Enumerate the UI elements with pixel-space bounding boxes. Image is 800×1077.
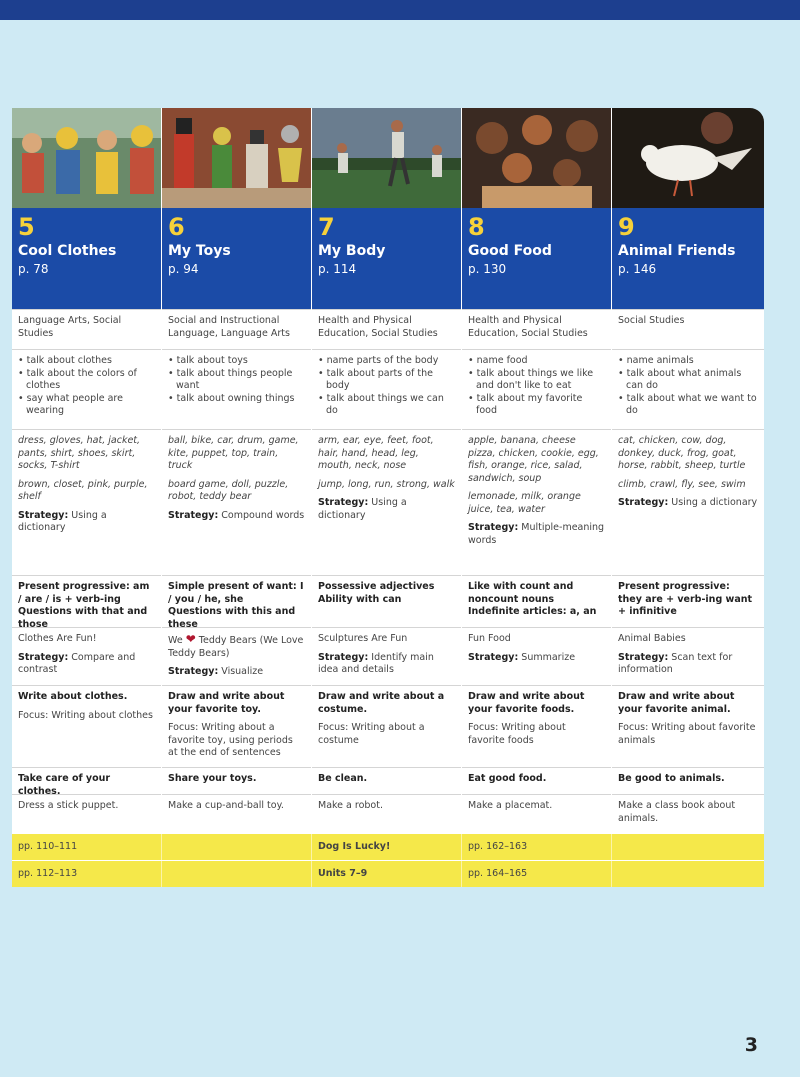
objectives-cell	[462, 349, 611, 429]
unit-columns	[12, 108, 764, 834]
unit-header	[312, 208, 461, 309]
vocabulary-cell	[612, 429, 764, 575]
objective-item: • say what people are wearing	[18, 392, 123, 416]
reading-strategy: Strategy: Compare and contrast	[18, 651, 136, 675]
unit-column	[312, 108, 462, 834]
subject-cell: Social and Instructional Language, Language Arts	[162, 309, 311, 349]
unit-column	[462, 108, 612, 834]
subject-cell: Social Studies	[612, 309, 764, 349]
review-cell	[162, 861, 312, 887]
grammar-line: Present progressive: am / are / is + verb-ing	[18, 581, 150, 605]
vocab-line: jump, long, run, strong, walk	[318, 478, 455, 490]
vocab-line: dress, gloves, hat, jacket, pants, shirt, shoes, skirt, socks, T-shirt	[18, 435, 141, 471]
review-row	[12, 834, 764, 860]
objective-item: • talk about owning things	[168, 392, 295, 404]
unit-number: 7	[318, 213, 335, 241]
vocabulary-cell	[162, 429, 311, 575]
children-eating-photo-icon	[462, 108, 611, 208]
writing-cell	[312, 685, 461, 767]
unit-title: Cool Clothes	[18, 243, 117, 259]
subject-cell: Health and Physical Education, Social Studies	[462, 309, 611, 349]
unit-number: 9	[618, 213, 635, 241]
reading-cell	[12, 627, 161, 685]
subject-cell: Health and Physical Education, Social Studies	[312, 309, 461, 349]
writing-focus: Focus: Writing about clothes	[18, 709, 153, 721]
unit-page: p. 130	[468, 262, 507, 276]
reading-strategy: Strategy: Summarize	[468, 651, 576, 663]
writing-focus: Focus: Writing about favorite foods	[468, 722, 566, 746]
toy-soldiers-photo-icon	[162, 108, 311, 208]
objective-item: • talk about what animals can do	[618, 367, 742, 391]
unit-title: Animal Friends	[618, 243, 736, 259]
unit-page: p. 78	[18, 262, 49, 276]
grammar-cell	[12, 575, 161, 630]
objective-item: • talk about things we can do	[318, 392, 444, 416]
writing-cell	[612, 685, 764, 767]
vocab-strategy: Strategy: Multiple-meaning words	[468, 522, 605, 546]
writing-title: Write about clothes.	[18, 691, 128, 702]
heart-icon: ❤	[185, 632, 196, 646]
grammar-cell	[162, 575, 311, 630]
grammar-line: Questions with this and these	[168, 606, 296, 630]
vocab-strategy: Strategy: Using a dictionary	[318, 497, 407, 521]
grammar-line: Like with count and noncount nouns	[468, 581, 574, 605]
writing-cell	[462, 685, 611, 767]
objective-item: • talk about the colors of clothes	[18, 367, 137, 391]
vocab-line: arm, ear, eye, feet, foot, hair, hand, head, leg, mouth, neck, nose	[318, 435, 434, 471]
grammar-line: Questions with that and those	[18, 606, 148, 630]
unit-photo	[312, 108, 461, 208]
review-cell	[612, 834, 764, 860]
objective-item: • talk about parts of the body	[318, 367, 433, 391]
project-cell: Make a placemat.	[462, 794, 611, 834]
child-with-dove-photo-icon	[612, 108, 764, 208]
grammar-line: Ability with can	[318, 593, 402, 605]
review-cell: Dog Is Lucky!	[312, 834, 462, 860]
writing-title: Draw and write about your favorite toy.	[168, 691, 285, 715]
objective-item: • name food	[468, 355, 528, 366]
review-cell: pp. 164–165	[462, 861, 612, 887]
unit-number: 5	[18, 213, 35, 241]
review-cell: Units 7–9	[312, 861, 462, 887]
objective-item: • talk about things we like and don't like to eat	[468, 367, 594, 391]
objective-item: • talk about what we want to do	[618, 392, 757, 416]
review-cell: pp. 110–111	[12, 834, 162, 860]
project-cell: Dress a stick puppet.	[12, 794, 161, 834]
review-cell	[162, 834, 312, 860]
reading-title: Clothes Are Fun!	[18, 633, 97, 644]
project-cell: Make a cup-and-ball toy.	[162, 794, 311, 834]
vocab-strategy: Strategy: Compound words	[168, 509, 305, 521]
children-photo-icon	[12, 108, 161, 208]
grammar-cell	[462, 575, 611, 627]
reading-strategy: Strategy: Identify main idea and details	[318, 651, 434, 675]
grammar-line: Simple present of want: I / you / he, she	[168, 581, 304, 605]
objective-item: • talk about clothes	[18, 355, 112, 366]
value-cell: Be clean.	[312, 767, 461, 794]
unit-header	[612, 208, 764, 309]
unit-photo	[162, 108, 311, 208]
writing-title: Draw and write about your favorite animal.	[618, 691, 735, 715]
contents-table	[12, 108, 764, 887]
reading-cell	[162, 627, 311, 685]
review-cell: pp. 162–163	[462, 834, 612, 860]
project-cell: Make a robot.	[312, 794, 461, 834]
vocab-line: brown, closet, pink, purple, shelf	[18, 478, 148, 502]
review-cell	[612, 861, 764, 887]
grammar-line: Possessive adjectives	[318, 581, 435, 592]
reading-title: Animal Babies	[618, 633, 686, 644]
value-cell: Be good to animals.	[612, 767, 764, 794]
unit-header	[12, 208, 161, 309]
writing-cell	[162, 685, 311, 767]
vocab-line: ball, bike, car, drum, game, kite, puppet, top, train, truck	[168, 435, 299, 471]
unit-number: 6	[168, 213, 185, 241]
unit-header	[462, 208, 611, 309]
vocabulary-cell	[312, 429, 461, 575]
vocab-line: climb, crawl, fly, see, swim	[618, 478, 746, 490]
objectives-cell	[312, 349, 461, 429]
reading-title: Sculptures Are Fun	[318, 633, 408, 644]
value-cell: Take care of your clothes.	[12, 767, 161, 794]
unit-page: p. 114	[318, 262, 357, 276]
writing-focus: Focus: Writing about favorite animals	[618, 722, 756, 746]
reading-strategy: Strategy: Visualize	[168, 666, 264, 677]
objectives-cell	[12, 349, 161, 429]
vocabulary-cell	[12, 429, 161, 575]
writing-focus: Focus: Writing about a costume	[318, 722, 425, 746]
unit-column	[12, 108, 162, 834]
project-cell: Make a class book about animals.	[612, 794, 764, 834]
value-cell: Eat good food.	[462, 767, 611, 794]
reading-cell	[612, 627, 764, 685]
review-cell: pp. 112–113	[12, 861, 162, 887]
unit-title: Good Food	[468, 243, 552, 259]
kids-playing-photo-icon	[312, 108, 461, 208]
vocab-strategy: Strategy: Using a dictionary	[18, 509, 107, 533]
unit-header	[162, 208, 311, 309]
reading-title: We ❤ Teddy Bears (We Love Teddy Bears)	[168, 632, 304, 659]
vocab-line: lemonade, milk, orange juice, tea, water	[468, 491, 581, 515]
reading-strategy: Strategy: Scan text for information	[618, 651, 733, 675]
unit-title: My Body	[318, 243, 386, 259]
unit-page: p. 146	[618, 262, 657, 276]
writing-title: Draw and write about your favorite foods.	[468, 691, 585, 715]
reading-title: Fun Food	[468, 633, 511, 644]
objective-item: • talk about my favorite food	[468, 392, 583, 416]
reading-cell	[462, 627, 611, 685]
objective-item: • name animals	[618, 355, 694, 366]
value-cell: Share your toys.	[162, 767, 311, 794]
writing-focus: Focus: Writing about a favorite toy, using periods at the end of sentences	[168, 722, 293, 758]
unit-number: 8	[468, 213, 485, 241]
top-bar	[0, 0, 800, 20]
objective-item: • talk about things people want	[168, 367, 293, 391]
vocab-line: cat, chicken, cow, dog, donkey, duck, frog, goat, horse, rabbit, sheep, turtle	[618, 435, 746, 471]
vocabulary-cell	[462, 429, 611, 575]
grammar-cell	[312, 575, 461, 627]
unit-photo	[12, 108, 161, 208]
grammar-line: Present progressive:	[618, 581, 730, 592]
unit-photo	[462, 108, 611, 208]
objective-item: • name parts of the body	[318, 355, 439, 366]
unit-column	[612, 108, 764, 834]
grammar-line: Indefinite articles: a, an	[468, 606, 597, 617]
grammar-line: they are + verb-ing want + infinitive	[618, 593, 753, 617]
vocab-line: apple, banana, cheese pizza, chicken, cookie, egg, fish, orange, rice, salad, sandwich, soup	[468, 435, 599, 484]
subject-cell: Language Arts, Social Studies	[12, 309, 161, 349]
unit-title: My Toys	[168, 243, 231, 259]
writing-title: Draw and write about a costume.	[318, 691, 445, 715]
page-number: 3	[744, 1034, 758, 1056]
objectives-cell	[162, 349, 311, 429]
review-row	[12, 860, 764, 887]
unit-column	[162, 108, 312, 834]
vocab-strategy: Strategy: Using a dictionary	[618, 497, 758, 508]
writing-cell	[12, 685, 161, 767]
vocab-line: board game, doll, puzzle, robot, teddy bear	[168, 478, 289, 502]
reading-cell	[312, 627, 461, 685]
unit-photo	[612, 108, 764, 208]
objective-item: • talk about toys	[168, 355, 248, 366]
objectives-cell	[612, 349, 764, 429]
unit-page: p. 94	[168, 262, 199, 276]
grammar-cell	[612, 575, 764, 627]
